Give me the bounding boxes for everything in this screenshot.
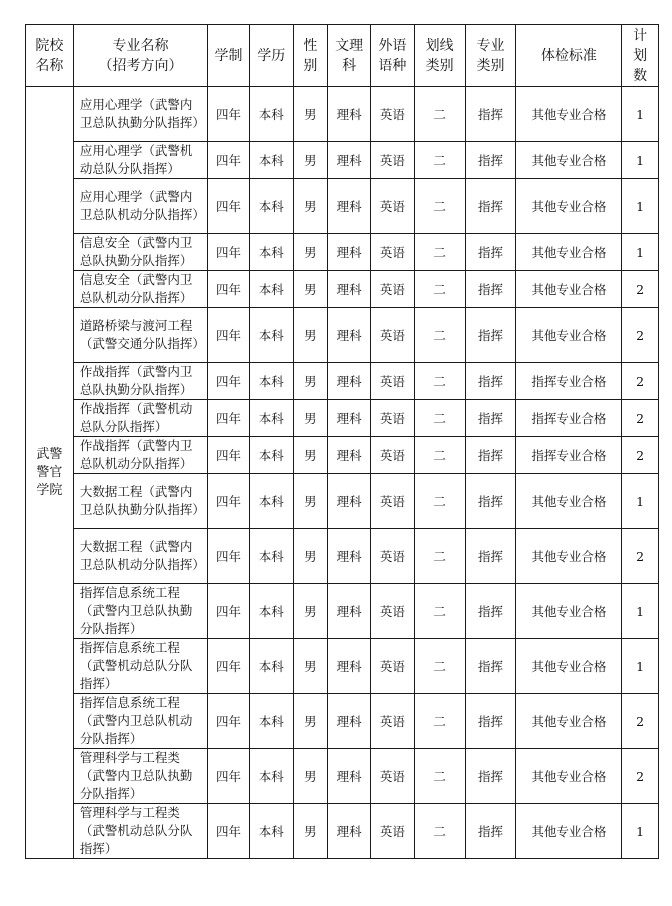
- header-major: 专业名称 （招考方向）: [73, 25, 207, 87]
- education-cell: 本科: [249, 694, 293, 749]
- major-name-cell: 作战指挥（武警内卫总队执勤分队指挥）: [73, 363, 207, 400]
- duration-cell: 四年: [208, 308, 250, 363]
- table-row: [26, 400, 659, 437]
- table-row: [26, 804, 659, 859]
- duration-cell: 四年: [208, 529, 250, 584]
- plan-count-cell: 2: [622, 749, 659, 804]
- duration-cell: 四年: [208, 694, 250, 749]
- line-category-cell: 二: [414, 584, 465, 639]
- line-category-cell: 二: [414, 142, 465, 179]
- major-name-cell: 作战指挥（武警内卫总队机动分队指挥）: [73, 437, 207, 474]
- duration-cell: 四年: [208, 639, 250, 694]
- track-cell: 理科: [328, 271, 371, 308]
- track-cell: 理科: [328, 584, 371, 639]
- line-category-cell: 二: [414, 308, 465, 363]
- line-category-cell: 二: [414, 639, 465, 694]
- gender-cell: 男: [293, 234, 328, 271]
- track-cell: 理科: [328, 749, 371, 804]
- gender-cell: 男: [293, 271, 328, 308]
- gender-cell: 男: [293, 584, 328, 639]
- line-category-cell: 二: [414, 694, 465, 749]
- line-category-cell: 二: [414, 363, 465, 400]
- major-name-cell: 指挥信息系统工程（武警内卫总队机动分队指挥）: [73, 694, 207, 749]
- language-cell: 英语: [370, 639, 414, 694]
- physical-standard-cell: 指挥专业合格: [516, 363, 622, 400]
- education-cell: 本科: [249, 142, 293, 179]
- physical-standard-cell: 其他专业合格: [516, 179, 622, 234]
- header-school: 院校 名称: [26, 25, 74, 87]
- major-category-cell: 指挥: [465, 271, 516, 308]
- major-category-cell: 指挥: [465, 529, 516, 584]
- language-cell: 英语: [370, 694, 414, 749]
- major-name-cell: 管理科学与工程类（武警内卫总队执勤分队指挥）: [73, 749, 207, 804]
- duration-cell: 四年: [208, 474, 250, 529]
- major-name-cell: 作战指挥（武警机动总队分队指挥）: [73, 400, 207, 437]
- education-cell: 本科: [249, 234, 293, 271]
- education-cell: 本科: [249, 271, 293, 308]
- education-cell: 本科: [249, 87, 293, 142]
- gender-cell: 男: [293, 529, 328, 584]
- language-cell: 英语: [370, 584, 414, 639]
- plan-count-cell: 2: [622, 437, 659, 474]
- physical-standard-cell: 其他专业合格: [516, 87, 622, 142]
- major-name-cell: 信息安全（武警内卫总队执勤分队指挥）: [73, 234, 207, 271]
- major-category-cell: 指挥: [465, 694, 516, 749]
- duration-cell: 四年: [208, 363, 250, 400]
- table-body: [26, 87, 659, 859]
- line-category-cell: 二: [414, 234, 465, 271]
- header-duration: 学制: [208, 25, 250, 87]
- major-name-cell: 应用心理学（武警内卫总队机动分队指挥）: [73, 179, 207, 234]
- language-cell: 英语: [370, 363, 414, 400]
- duration-cell: 四年: [208, 142, 250, 179]
- track-cell: 理科: [328, 87, 371, 142]
- language-cell: 英语: [370, 142, 414, 179]
- gender-cell: 男: [293, 694, 328, 749]
- plan-count-cell: 2: [622, 694, 659, 749]
- line-category-cell: 二: [414, 271, 465, 308]
- plan-count-cell: 1: [622, 639, 659, 694]
- table-row: [26, 179, 659, 234]
- education-cell: 本科: [249, 179, 293, 234]
- physical-standard-cell: 其他专业合格: [516, 584, 622, 639]
- track-cell: 理科: [328, 639, 371, 694]
- major-name-cell: 指挥信息系统工程（武警机动总队分队指挥）: [73, 639, 207, 694]
- header-plan-count: 计 划 数: [622, 25, 659, 87]
- gender-cell: 男: [293, 474, 328, 529]
- school-name-cell: 武警 警官 学院: [26, 87, 74, 859]
- plan-count-cell: 1: [622, 179, 659, 234]
- plan-count-cell: 1: [622, 584, 659, 639]
- gender-cell: 男: [293, 639, 328, 694]
- track-cell: 理科: [328, 474, 371, 529]
- line-category-cell: 二: [414, 437, 465, 474]
- language-cell: 英语: [370, 400, 414, 437]
- language-cell: 英语: [370, 87, 414, 142]
- line-category-cell: 二: [414, 400, 465, 437]
- line-category-cell: 二: [414, 179, 465, 234]
- physical-standard-cell: 指挥专业合格: [516, 437, 622, 474]
- plan-count-cell: 1: [622, 87, 659, 142]
- duration-cell: 四年: [208, 804, 250, 859]
- physical-standard-cell: 其他专业合格: [516, 694, 622, 749]
- physical-standard-cell: 其他专业合格: [516, 234, 622, 271]
- language-cell: 英语: [370, 437, 414, 474]
- education-cell: 本科: [249, 400, 293, 437]
- education-cell: 本科: [249, 529, 293, 584]
- gender-cell: 男: [293, 308, 328, 363]
- language-cell: 英语: [370, 179, 414, 234]
- plan-count-cell: 2: [622, 529, 659, 584]
- line-category-cell: 二: [414, 474, 465, 529]
- line-category-cell: 二: [414, 804, 465, 859]
- major-category-cell: 指挥: [465, 308, 516, 363]
- major-category-cell: 指挥: [465, 749, 516, 804]
- plan-count-cell: 1: [622, 142, 659, 179]
- gender-cell: 男: [293, 437, 328, 474]
- duration-cell: 四年: [208, 271, 250, 308]
- major-name-cell: 应用心理学（武警内卫总队执勤分队指挥）: [73, 87, 207, 142]
- physical-standard-cell: 指挥专业合格: [516, 400, 622, 437]
- track-cell: 理科: [328, 400, 371, 437]
- plan-count-cell: 2: [622, 271, 659, 308]
- track-cell: 理科: [328, 142, 371, 179]
- major-name-cell: 道路桥梁与渡河工程（武警交通分队指挥）: [73, 308, 207, 363]
- plan-count-cell: 1: [622, 234, 659, 271]
- gender-cell: 男: [293, 400, 328, 437]
- header-line-category: 划线 类别: [414, 25, 465, 87]
- language-cell: 英语: [370, 308, 414, 363]
- plan-count-cell: 1: [622, 804, 659, 859]
- header-gender: 性 别: [293, 25, 328, 87]
- language-cell: 英语: [370, 234, 414, 271]
- header-major-category: 专业 类别: [465, 25, 516, 87]
- major-name-cell: 指挥信息系统工程（武警内卫总队执勤分队指挥）: [73, 584, 207, 639]
- table-row: [26, 437, 659, 474]
- major-name-cell: 管理科学与工程类（武警机动总队分队指挥）: [73, 804, 207, 859]
- table-row: [26, 584, 659, 639]
- education-cell: 本科: [249, 363, 293, 400]
- table-row: [26, 363, 659, 400]
- duration-cell: 四年: [208, 179, 250, 234]
- major-category-cell: 指挥: [465, 804, 516, 859]
- language-cell: 英语: [370, 271, 414, 308]
- language-cell: 英语: [370, 749, 414, 804]
- language-cell: 英语: [370, 804, 414, 859]
- table-row: [26, 749, 659, 804]
- gender-cell: 男: [293, 804, 328, 859]
- plan-count-cell: 1: [622, 474, 659, 529]
- table-row: [26, 529, 659, 584]
- table-row: [26, 308, 659, 363]
- major-name-cell: 应用心理学（武警机动总队分队指挥）: [73, 142, 207, 179]
- track-cell: 理科: [328, 804, 371, 859]
- major-category-cell: 指挥: [465, 400, 516, 437]
- duration-cell: 四年: [208, 584, 250, 639]
- track-cell: 理科: [328, 234, 371, 271]
- major-category-cell: 指挥: [465, 87, 516, 142]
- table-row: [26, 694, 659, 749]
- physical-standard-cell: 其他专业合格: [516, 308, 622, 363]
- education-cell: 本科: [249, 804, 293, 859]
- education-cell: 本科: [249, 749, 293, 804]
- education-cell: 本科: [249, 308, 293, 363]
- major-category-cell: 指挥: [465, 363, 516, 400]
- major-category-cell: 指挥: [465, 234, 516, 271]
- major-name-cell: 信息安全（武警内卫总队机动分队指挥）: [73, 271, 207, 308]
- table-row: [26, 142, 659, 179]
- language-cell: 英语: [370, 474, 414, 529]
- header-language: 外语 语种: [370, 25, 414, 87]
- major-category-cell: 指挥: [465, 474, 516, 529]
- physical-standard-cell: 其他专业合格: [516, 142, 622, 179]
- table-row: [26, 474, 659, 529]
- gender-cell: 男: [293, 363, 328, 400]
- physical-standard-cell: 其他专业合格: [516, 639, 622, 694]
- header-track: 文理 科: [328, 25, 371, 87]
- education-cell: 本科: [249, 584, 293, 639]
- track-cell: 理科: [328, 694, 371, 749]
- physical-standard-cell: 其他专业合格: [516, 271, 622, 308]
- admission-plan-table: [25, 24, 659, 859]
- table-row: [26, 639, 659, 694]
- gender-cell: 男: [293, 749, 328, 804]
- track-cell: 理科: [328, 308, 371, 363]
- plan-count-cell: 2: [622, 400, 659, 437]
- duration-cell: 四年: [208, 400, 250, 437]
- track-cell: 理科: [328, 529, 371, 584]
- major-category-cell: 指挥: [465, 584, 516, 639]
- table-row: [26, 271, 659, 308]
- gender-cell: 男: [293, 142, 328, 179]
- table-row: [26, 87, 659, 142]
- major-category-cell: 指挥: [465, 179, 516, 234]
- major-name-cell: 大数据工程（武警内卫总队机动分队指挥）: [73, 529, 207, 584]
- line-category-cell: 二: [414, 749, 465, 804]
- major-category-cell: 指挥: [465, 142, 516, 179]
- physical-standard-cell: 其他专业合格: [516, 804, 622, 859]
- plan-count-cell: 2: [622, 308, 659, 363]
- education-cell: 本科: [249, 437, 293, 474]
- physical-standard-cell: 其他专业合格: [516, 474, 622, 529]
- major-category-cell: 指挥: [465, 639, 516, 694]
- track-cell: 理科: [328, 437, 371, 474]
- line-category-cell: 二: [414, 87, 465, 142]
- header-education: 学历: [249, 25, 293, 87]
- gender-cell: 男: [293, 179, 328, 234]
- track-cell: 理科: [328, 363, 371, 400]
- track-cell: 理科: [328, 179, 371, 234]
- physical-standard-cell: 其他专业合格: [516, 529, 622, 584]
- line-category-cell: 二: [414, 529, 465, 584]
- plan-count-cell: 2: [622, 363, 659, 400]
- gender-cell: 男: [293, 87, 328, 142]
- major-category-cell: 指挥: [465, 437, 516, 474]
- duration-cell: 四年: [208, 437, 250, 474]
- education-cell: 本科: [249, 639, 293, 694]
- table-header-row: [26, 25, 659, 87]
- education-cell: 本科: [249, 474, 293, 529]
- duration-cell: 四年: [208, 749, 250, 804]
- duration-cell: 四年: [208, 87, 250, 142]
- duration-cell: 四年: [208, 234, 250, 271]
- major-name-cell: 大数据工程（武警内卫总队执勤分队指挥）: [73, 474, 207, 529]
- language-cell: 英语: [370, 529, 414, 584]
- header-physical-standard: 体检标准: [516, 25, 622, 87]
- physical-standard-cell: 其他专业合格: [516, 749, 622, 804]
- table-row: [26, 234, 659, 271]
